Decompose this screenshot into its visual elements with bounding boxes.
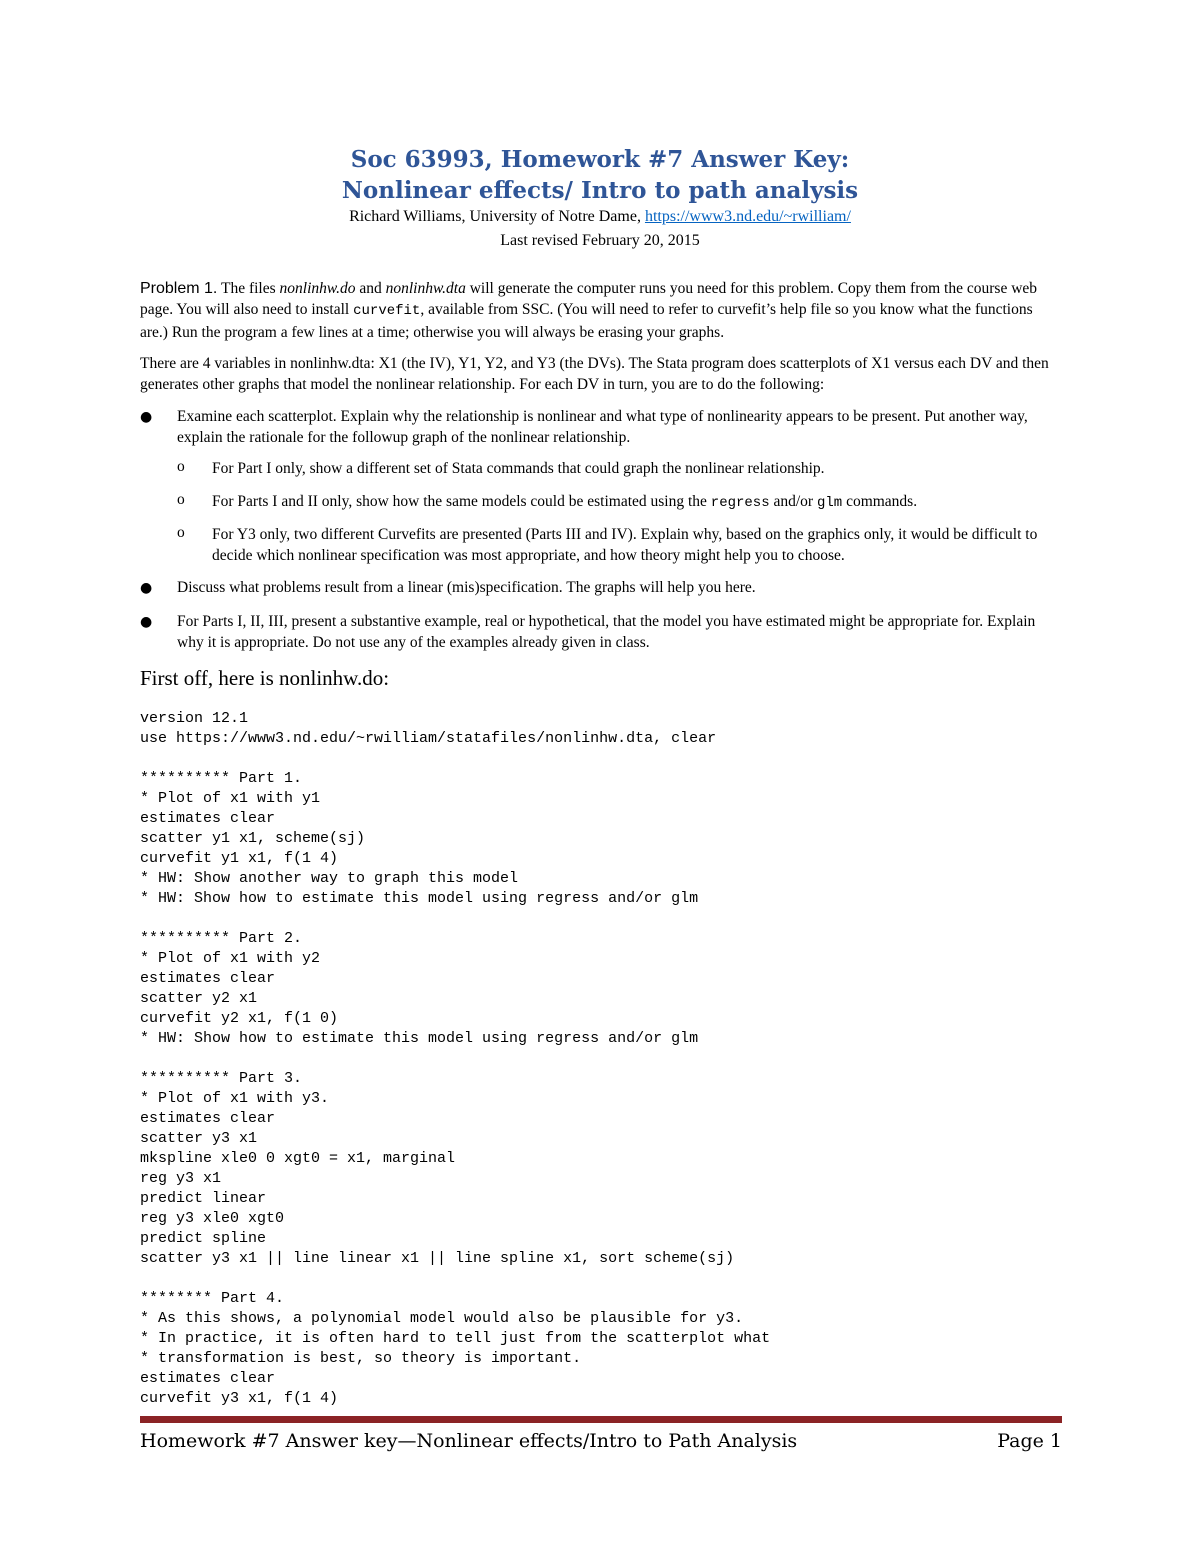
s2-text-a: For Parts I and II only, show how the same models could be estimated using the xyxy=(212,493,711,510)
bullet-marker: ● xyxy=(140,409,153,425)
page-number: Page 1 xyxy=(997,1430,1062,1452)
bullet-marker: ● xyxy=(140,614,153,630)
section-heading-first-off: First off, here is nonlinhw.do: xyxy=(140,666,390,690)
footer-divider xyxy=(140,1416,1062,1423)
stata-code-block: version 12.1 use https://www3.nd.edu/~rwilliam/statafiles/nonlinhw.dta, clear ********** Part 1. * Plot of x1 with y1 estimates clear scatter y1 x1, scheme(sj) curvefit y1 x1, f(1 4) * HW: Show another way to graph this model * HW: Show how to estimate this model using regress and/or glm ********** Part 2. * Plot of x1 with y2 estimates clear scatter y2 x1 curvefit y2 x1, f(1 0) * HW: Show how to estimate this model using regress and/or glm ********** Part 3. * Plot of x1 with y3. estimates clear scatter y3 x1 mkspline xle0 0 xgt0 = x1, marginal reg y3 x1 predict linear reg y3 xle0 xgt0 predict spline scatter y3 x1 || line linear x1 || line spline x1, sort scheme(sj) ******** Part 4. * As this shows, a polynomial model would also be plausible for y3. * In practice, it is often hard to tell just from the scatterplot what * transformation is best, so theory is important. estimates clear curvefit y3 x1, f(1 4) xyxy=(140,710,771,1407)
revised-date: Last revised February 20, 2015 xyxy=(500,232,700,249)
author-name: Richard Williams, University of Notre Dame, xyxy=(349,208,645,225)
bullet-substantive-example: For Parts I, II, III, present a substantive example, real or hypothetical, that the model you have estimated might be appropriate for. Explain why it is appropriate. Do not use any of the examples already given in class. xyxy=(177,613,1036,651)
bullet-examine-scatterplot: Examine each scatterplot. Explain why the relationship is nonlinear and what type of nonlinearity appears to be present. Put another way, explain the rationale for the followup graph of the nonlinear relationship. xyxy=(177,408,1028,446)
sub-bullet-parts1-2 xyxy=(212,491,1062,514)
p1-text-c: will generate the computer runs you need for this problem. Copy them from the course web page. You will also need to install xyxy=(140,280,1038,318)
s2-text-c: commands. xyxy=(842,493,918,510)
problem1-paragraph xyxy=(140,278,1062,343)
bullet-marker: ● xyxy=(140,580,153,596)
author-website-link[interactable]: https://www3.nd.edu/~rwilliam/ xyxy=(644,208,851,225)
problem1-heading: Problem 1. xyxy=(140,280,218,297)
sub-bullet-marker: o xyxy=(177,524,185,541)
variables-paragraph: There are 4 variables in nonlinhw.dta: X1 (the IV), Y1, Y2, and Y3 (the DVs). The Stata program does scatterplots of X1 versus each DV and then generates other graphs that model the nonlinear relationship. For each DV in turn, you are to do the following: xyxy=(140,355,1049,393)
sub-bullet-y3: For Y3 only, two different Curvefits are presented (Parts III and IV). Explain why, based on the graphics only, it would be difficult to decide which nonlinear specification was most appropriate, and how theory might help you to choose. xyxy=(212,526,1038,564)
footer-title: Homework #7 Answer key—Nonlinear effects/Intro to Path Analysis xyxy=(140,1430,798,1452)
glm-code: glm xyxy=(816,495,843,511)
sub-bullet-marker: o xyxy=(177,458,185,475)
p1-text-d: , available from SSC. (You will need to refer to curvefit’s help file so you know what the functions are.) Run the program a few lines at a time; otherwise you will always be erasing your graphs. xyxy=(140,301,1033,341)
doc-title-line1: Soc 63993, Homework #7 Answer Key: xyxy=(350,146,850,173)
sub-bullet-part1: For Part I only, show a different set of Stata commands that could graph the nonlinear relationship. xyxy=(212,460,825,477)
curvefit-code: curvefit xyxy=(353,303,421,319)
s2-text-b: and/or xyxy=(769,493,817,510)
bullet-linear-misspecification: Discuss what problems result from a linear (mis)specification. The graphs will help you here. xyxy=(177,579,756,596)
p1-text-a: The files xyxy=(217,280,280,297)
p1-text-b: and xyxy=(355,280,386,297)
doc-title-line2: Nonlinear effects/ Intro to path analysis xyxy=(341,177,859,204)
author-line xyxy=(0,208,1200,226)
file-do-name: nonlinhw.do xyxy=(279,280,356,297)
regress-code: regress xyxy=(710,495,770,511)
sub-bullet-marker: o xyxy=(177,491,185,508)
file-dta-name: nonlinhw.dta xyxy=(385,280,466,297)
